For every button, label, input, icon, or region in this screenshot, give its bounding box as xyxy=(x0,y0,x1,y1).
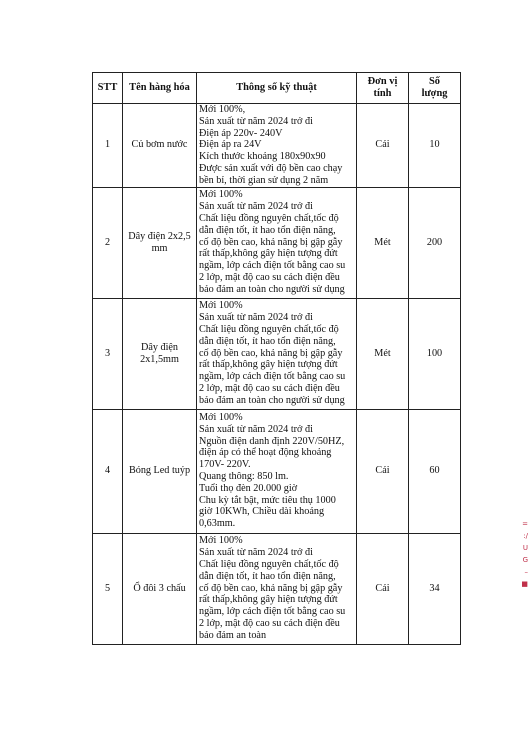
row-stt: 4 xyxy=(93,409,123,533)
header-unit-line1: Đơn vị xyxy=(367,76,398,87)
row-specification xyxy=(197,298,357,409)
spec-line: ngầm, lớp cách điện tốt bằng cao su xyxy=(199,260,346,272)
table-row xyxy=(93,104,461,188)
spec-line: bảo đảm an toàn cho người sử dụng xyxy=(199,394,345,406)
spec-line: bền bỉ, thời gian sử dụng 2 năm xyxy=(199,174,329,186)
row-quantity: 200 xyxy=(409,187,461,298)
header-spec: Thông số kỹ thuật xyxy=(197,73,357,104)
spec-line: Sản xuất từ năm 2024 trở đi xyxy=(199,115,313,127)
spec-line: Được sản xuất với độ bền cao chạy xyxy=(199,162,343,174)
spec-line: 2 lớp, mật độ cao su cách điện đều xyxy=(199,618,340,630)
spec-line: Mới 100% xyxy=(199,535,243,547)
row-stt: 2 xyxy=(93,187,123,298)
spec-line: ngầm, lớp cách điện tốt bằng cao su xyxy=(199,371,346,383)
spec-line: ngầm, lớp cách điện tốt bằng cao su xyxy=(199,606,346,618)
spec-line: Tuổi thọ đèn 20.000 giờ xyxy=(199,482,298,494)
row-item-name: Củ bơm nước xyxy=(123,104,197,188)
spec-line: Sản xuất từ năm 2024 trở đi xyxy=(199,547,313,559)
spec-line: Mới 100% xyxy=(199,189,243,201)
spec-line: rất thấp,không gây hiện tượng đứt xyxy=(199,248,338,260)
header-qty-line2: lượng xyxy=(421,88,448,99)
spec-line: Điện áp 220v- 240V xyxy=(199,127,283,139)
spec-line: Quang thông: 850 lm. xyxy=(199,471,289,483)
row-item-name: Bóng Led tuýp xyxy=(123,409,197,533)
header-qty-line1: Số xyxy=(429,76,440,87)
spec-line: Kích thước khoảng 180x90x90 xyxy=(199,151,326,163)
margin-stamp-marks: = :/ U G – ■ xyxy=(521,520,528,588)
row-item-name: Ổ đôi 3 chấu xyxy=(123,533,197,644)
row-stt: 1 xyxy=(93,104,123,188)
header-unit xyxy=(357,73,409,104)
row-specification xyxy=(197,409,357,533)
spec-line: Chất liệu đồng nguyên chất,tốc độ xyxy=(199,213,339,225)
spec-line: dẫn điện tốt, ít hao tổn điện năng, xyxy=(199,570,336,582)
spec-line: 0,63mm. xyxy=(199,518,236,530)
header-name: Tên hàng hóa xyxy=(123,73,197,104)
spec-line: Mới 100%, xyxy=(199,104,246,115)
spec-line: Chất liệu đồng nguyên chất,tốc độ xyxy=(199,324,339,336)
table-row xyxy=(93,533,461,644)
spec-line: dẫn điện tốt, ít hao tổn điện năng, xyxy=(199,335,336,347)
table-row xyxy=(93,187,461,298)
row-stt: 3 xyxy=(93,298,123,409)
spec-line: Mới 100% xyxy=(199,412,243,424)
row-specification xyxy=(197,104,357,188)
row-unit: Cái xyxy=(357,409,409,533)
spec-line: cố độ bền cao, khả năng bị gập gẫy xyxy=(199,236,343,248)
table-row xyxy=(93,298,461,409)
header-qty xyxy=(409,73,461,104)
spec-line: 2 lớp, mật độ cao su cách điện đều xyxy=(199,383,340,395)
row-unit: Mét xyxy=(357,298,409,409)
spec-line: điện áp có thể hoạt động khoảng xyxy=(199,447,332,459)
row-unit: Mét xyxy=(357,187,409,298)
row-stt: 5 xyxy=(93,533,123,644)
row-quantity: 34 xyxy=(409,533,461,644)
header-unit-line2: tính xyxy=(373,88,392,99)
spec-line: Nguồn điện danh định 220V/50HZ, xyxy=(199,435,345,447)
spec-line: cố độ bền cao, khả năng bị gập gẫy xyxy=(199,347,343,359)
spec-line: bảo đảm an toàn cho người sử dụng xyxy=(199,283,345,295)
spec-line: cố độ bền cao, khả năng bị gập gẫy xyxy=(199,582,343,594)
row-quantity: 10 xyxy=(409,104,461,188)
spec-line: Sản xuất từ năm 2024 trở đi xyxy=(199,312,313,324)
row-quantity: 60 xyxy=(409,409,461,533)
spec-line: Sản xuất từ năm 2024 trở đi xyxy=(199,423,313,435)
row-specification xyxy=(197,533,357,644)
row-unit: Cái xyxy=(357,104,409,188)
spec-line: Chu kỳ tắt bật, mức tiêu thụ 1000 xyxy=(199,494,336,506)
row-unit: Cái xyxy=(357,533,409,644)
row-item-name: Dây điện 2x2,5 mm xyxy=(123,187,197,298)
spec-line: giờ 10KWh, Chiều dài khoảng xyxy=(199,506,325,518)
spec-line: Điện áp ra 24V xyxy=(199,139,262,151)
header-stt: STT xyxy=(93,73,123,104)
spec-line: 2 lớp, mật độ cao su cách điện đều xyxy=(199,272,340,284)
spec-line: Sản xuất từ năm 2024 trở đi xyxy=(199,201,313,213)
spec-line: Mới 100% xyxy=(199,300,243,312)
spec-line: rất thấp,không gây hiện tượng đứt xyxy=(199,594,338,606)
row-quantity: 100 xyxy=(409,298,461,409)
spec-line: bảo đảm an toàn xyxy=(199,629,267,641)
table-row xyxy=(93,409,461,533)
specification-table xyxy=(92,72,461,645)
row-specification xyxy=(197,187,357,298)
spec-line: rất thấp,không gây hiện tượng đứt xyxy=(199,359,338,371)
table-header-row xyxy=(93,73,461,104)
spec-line: Chất liệu đồng nguyên chất,tốc độ xyxy=(199,559,339,571)
row-item-name: Dây điện 2x1,5mm xyxy=(123,298,197,409)
spec-line: dẫn điện tốt, ít hao tổn điện năng, xyxy=(199,224,336,236)
spec-line: 170V- 220V. xyxy=(199,459,251,471)
table-body xyxy=(93,104,461,645)
